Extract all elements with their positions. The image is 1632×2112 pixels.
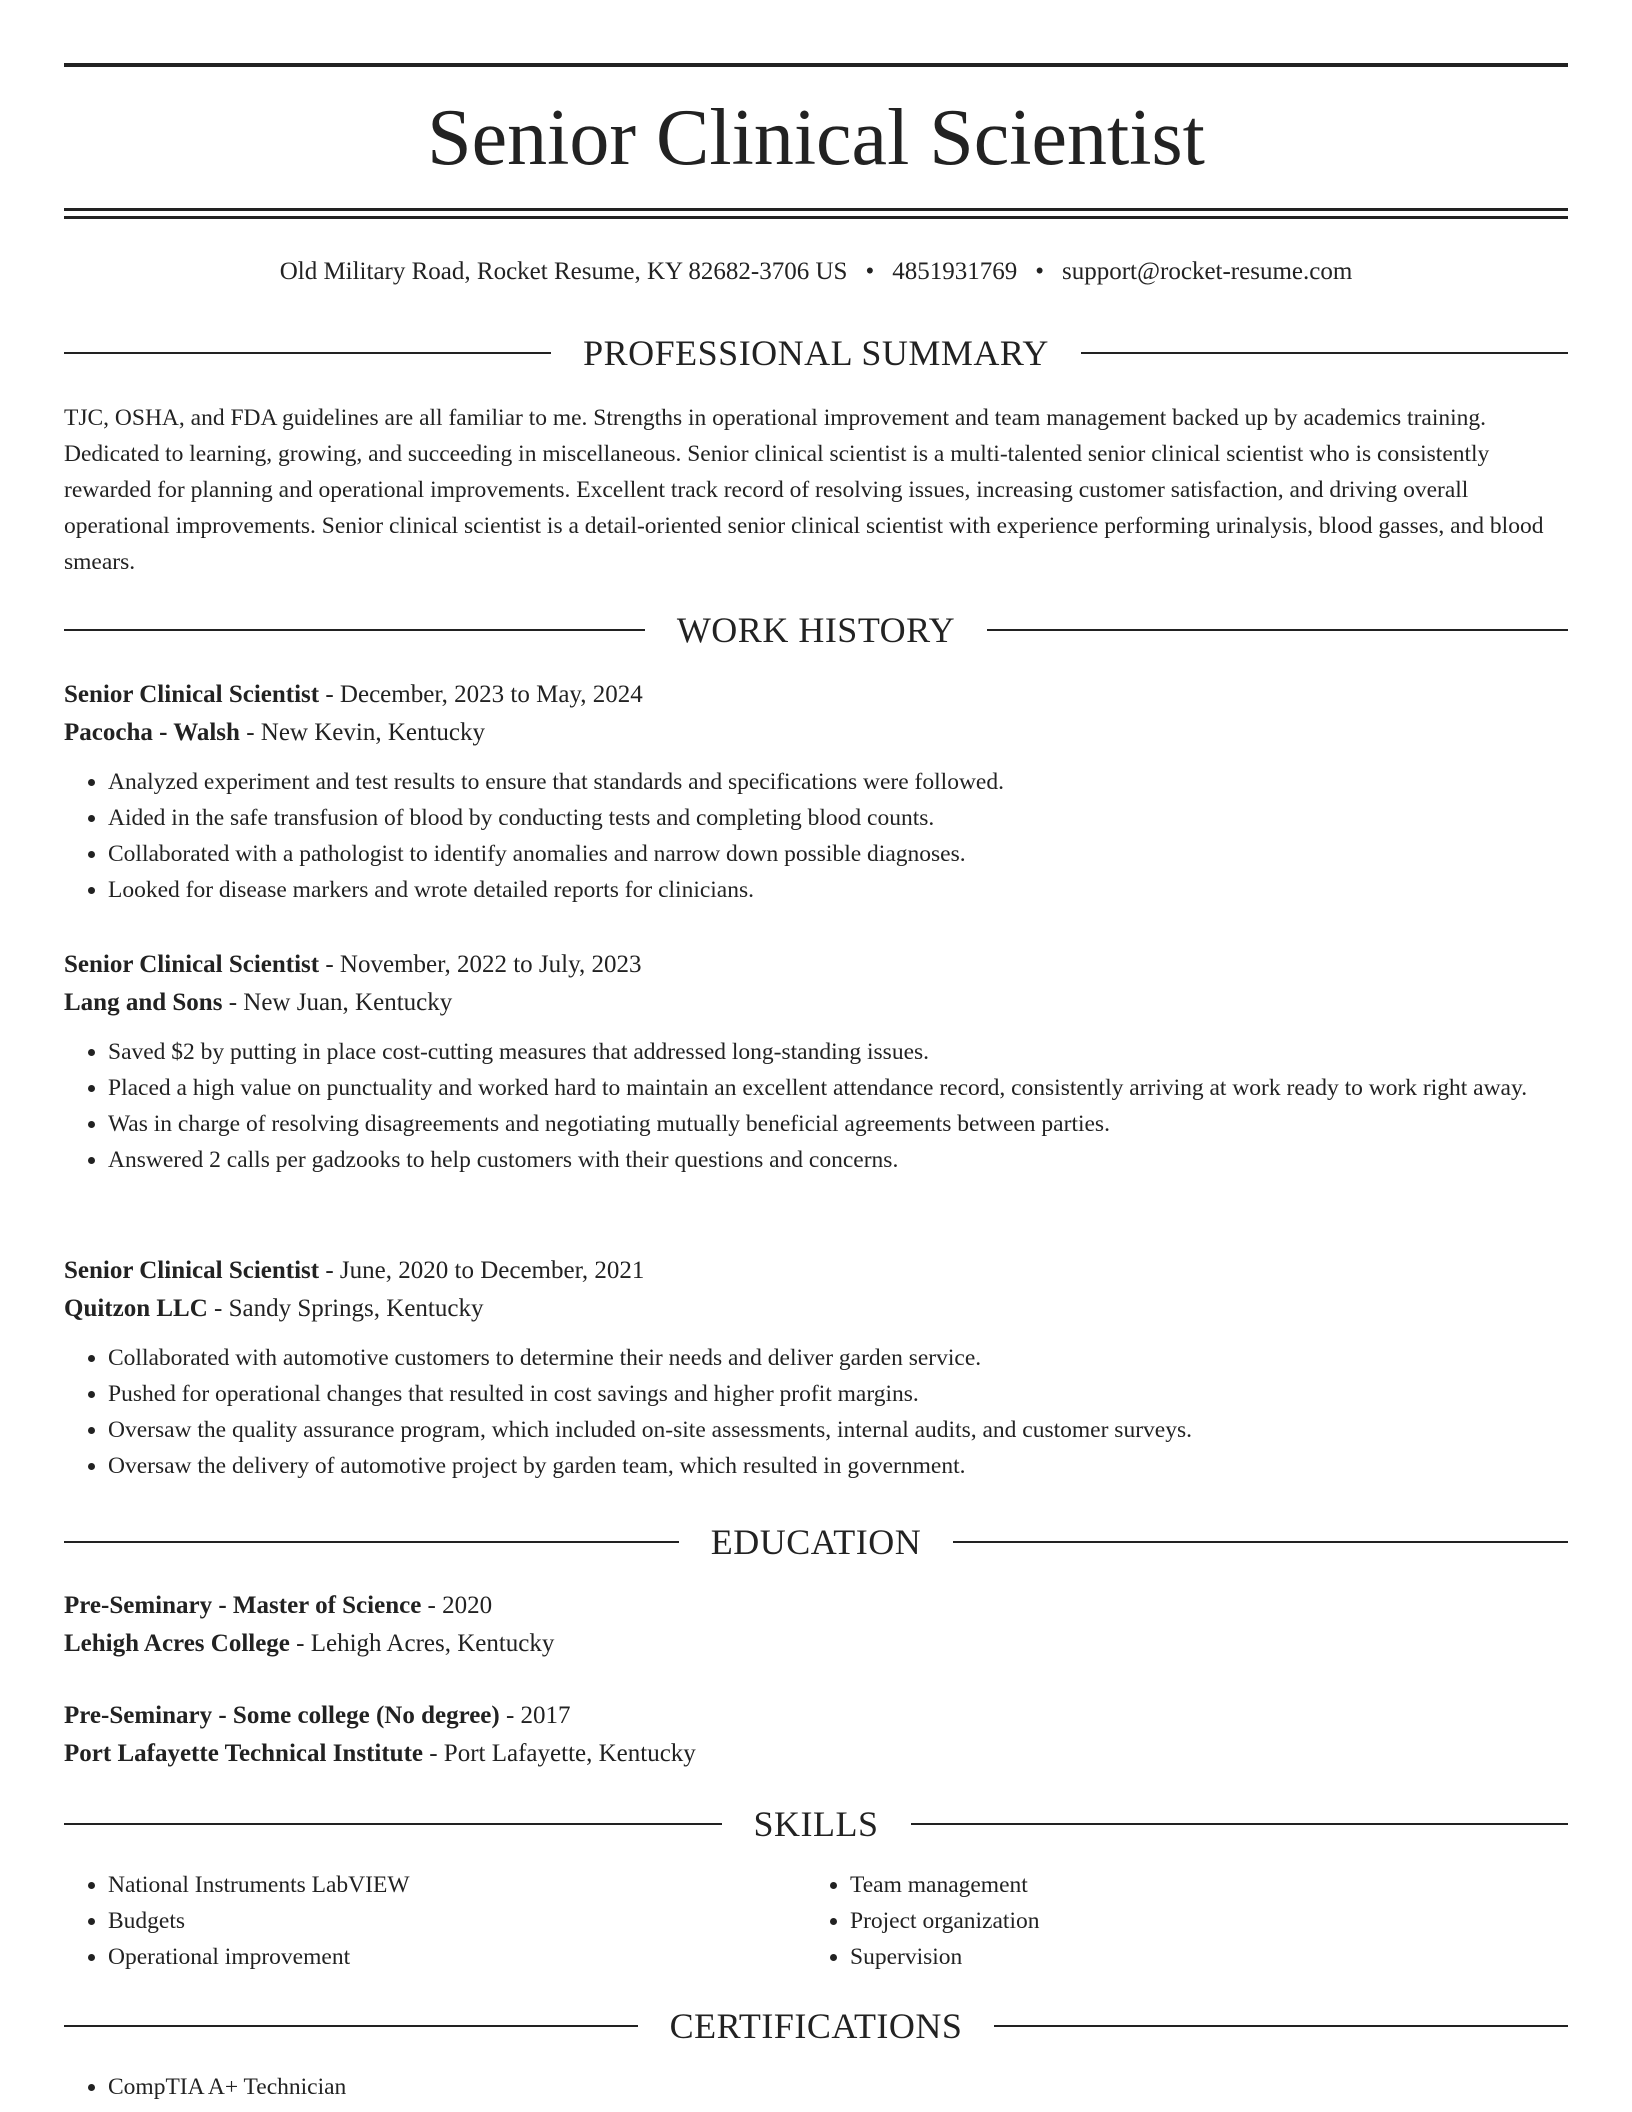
section-rule (911, 1823, 1569, 1825)
job-bullet: • Answered 2 calls per gadzooks to help customers with their questions and concerns. (108, 1142, 1568, 1178)
job-bullet: • Collaborated with automotive customers to determine their needs and deliver garden service. (108, 1340, 1568, 1376)
education-school: Lehigh Acres College (64, 1630, 290, 1657)
job-bullet: • Oversaw the quality assurance program, which included on-site assessments, internal audits, and customer surveys. (108, 1412, 1568, 1448)
job-bullet: • Was in charge of resolving disagreements and negotiating mutually beneficial agreements between parties. (108, 1106, 1568, 1142)
job-bullets (64, 1340, 1568, 1484)
job-location: - New Kevin, Kentucky (239, 719, 486, 746)
skill-item: • Operational improvement (108, 1939, 806, 1975)
job-company: Pacocha - Walsh (64, 719, 240, 746)
section-rule (64, 352, 551, 354)
job-bullet: • Looked for disease markers and wrote detailed reports for clinicians. (108, 872, 1568, 908)
section-heading-certifications (64, 2004, 1568, 2048)
job-dates: - June, 2020 to December, 2021 (319, 1257, 645, 1284)
header-double-rule-lower (64, 216, 1568, 219)
skill-item: • National Instruments LabVIEW (108, 1867, 806, 1903)
contact-address: Old Military Road, Rocket Resume, KY 82682-3706 US (279, 258, 848, 285)
certification-item: • CompTIA A+ Technician (108, 2069, 806, 2105)
section-rule (994, 2025, 1568, 2027)
job-entry (64, 1252, 1568, 1484)
skill-item: • Budgets (108, 1903, 806, 1939)
job-bullet: • Analyzed experiment and test results to ensure that standards and specifications were followed. (108, 764, 1568, 800)
skill-item: • Project organization (850, 1903, 1548, 1939)
contact-line (64, 254, 1568, 290)
section-rule (64, 2025, 638, 2027)
education-degree-line (64, 1587, 1568, 1625)
job-bullet: • Placed a high value on punctuality and worked hard to maintain an excellent attendance record, consistently arriving at work ready to work right away. (108, 1070, 1568, 1106)
summary-text: TJC, OSHA, and FDA guidelines are all familiar to me. Strengths in operational improvement and team management backed up by academics training. Dedicated to learning, growing, and succeeding in miscellaneous. Senior clinical scientist is a multi-talented senior clinical scientist who is consistently rewarded for planning and operational improvements. Excellent track record of resolving issues, increasing customer satisfaction, and driving overall operational improvements. Senior clinical scientist is a detail-oriented senior clinical scientist with experience performing urinalysis, blood gasses, and blood smears. (64, 405, 1544, 575)
contact-separator: • (1035, 258, 1044, 285)
section-heading-skills (64, 1802, 1568, 1846)
job-company-line (64, 714, 1568, 752)
job-bullets (64, 1034, 1568, 1178)
job-location: - New Juan, Kentucky (222, 989, 453, 1016)
section-title: WORK HISTORY (676, 610, 956, 650)
job-company-line (64, 1290, 1568, 1328)
education-location: - Port Lafayette, Kentucky (422, 1740, 696, 1767)
job-bullet: • Aided in the safe transfusion of blood by conducting tests and completing blood counts. (108, 800, 1568, 836)
job-bullets (64, 764, 1568, 908)
contact-separator: • (865, 258, 875, 285)
job-bullet: • Collaborated with a pathologist to identify anomalies and narrow down possible diagnoses. (108, 836, 1568, 872)
section-title: CERTIFICATIONS (669, 2006, 963, 2046)
section-rule (987, 629, 1568, 631)
education-school: Port Lafayette Technical Institute (64, 1740, 423, 1767)
section-rule (1081, 352, 1568, 354)
header-double-rule-upper (64, 208, 1568, 211)
section-title: PROFESSIONAL SUMMARY (583, 333, 1049, 373)
job-bullet: • Pushed for operational changes that resulted in cost savings and higher profit margins. (108, 1376, 1568, 1412)
skill-item: • Team management (850, 1867, 1548, 1903)
header-top-rule (64, 63, 1568, 67)
job-dates: - November, 2022 to July, 2023 (319, 951, 642, 978)
education-entry (64, 1587, 1568, 1663)
job-title-line (64, 946, 1568, 984)
skills-list (64, 1867, 1568, 1975)
education-location: - Lehigh Acres, Kentucky (289, 1630, 555, 1657)
skill-item: • Supervision (850, 1939, 1548, 1975)
education-degree: Pre-Seminary - Some college (No degree) (64, 1702, 500, 1729)
education-degree: Pre-Seminary - Master of Science (64, 1592, 422, 1619)
job-company: Quitzon LLC (64, 1295, 208, 1322)
education-entry (64, 1697, 1568, 1773)
job-company-line (64, 984, 1568, 1022)
job-bullet: • Oversaw the delivery of automotive project by garden team, which resulted in government. (108, 1448, 1568, 1484)
section-heading-summary (64, 331, 1568, 375)
certifications-column (64, 2069, 806, 2105)
job-role: Senior Clinical Scientist (64, 951, 320, 978)
job-title-line (64, 1252, 1568, 1290)
contact-phone: 4851931769 (892, 258, 1018, 285)
job-company: Lang and Sons (64, 989, 223, 1016)
job-title-line (64, 676, 1568, 714)
job-role: Senior Clinical Scientist (64, 1257, 320, 1284)
section-title: SKILLS (753, 1804, 879, 1844)
job-bullet: • Saved $2 by putting in place cost-cutting measures that addressed long-standing issues. (108, 1034, 1568, 1070)
section-rule (64, 1823, 722, 1825)
resume-name: Senior Clinical Scientist (427, 94, 1205, 182)
education-year: - 2017 (499, 1702, 571, 1729)
section-title: EDUCATION (710, 1522, 922, 1562)
section-heading-work-history (64, 608, 1568, 652)
education-year: - 2020 (421, 1592, 493, 1619)
job-dates: - December, 2023 to May, 2024 (319, 681, 643, 708)
education-degree-line (64, 1697, 1568, 1735)
job-entry (64, 676, 1568, 908)
education-school-line (64, 1625, 1568, 1663)
certifications-list (64, 2069, 1568, 2105)
skills-column-left (64, 1867, 806, 1975)
contact-email: support@rocket-resume.com (1062, 258, 1353, 285)
job-location: - Sandy Springs, Kentucky (207, 1295, 484, 1322)
section-rule (64, 629, 645, 631)
section-rule (953, 1541, 1568, 1543)
job-entry (64, 946, 1568, 1178)
job-role: Senior Clinical Scientist (64, 681, 320, 708)
education-school-line (64, 1735, 1568, 1773)
section-heading-education (64, 1520, 1568, 1564)
skills-column-right (806, 1867, 1548, 1975)
section-rule (64, 1541, 679, 1543)
